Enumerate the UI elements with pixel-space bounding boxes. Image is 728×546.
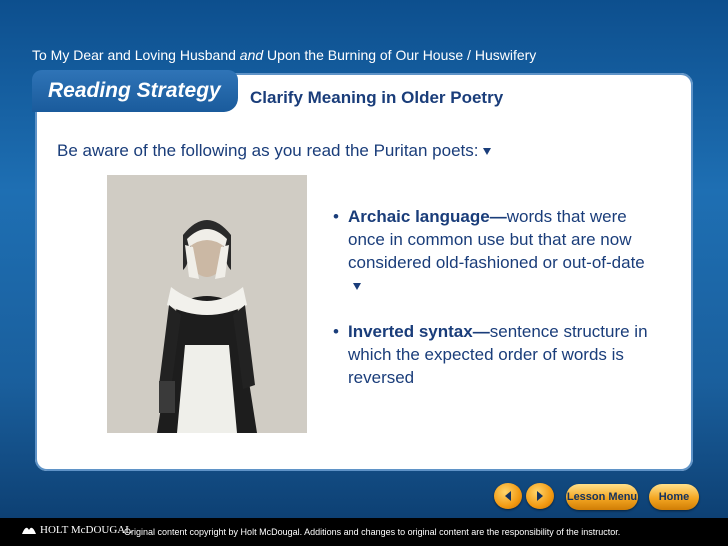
bullet-text: words that were once in common use but that are now considered old-fashioned or out-of-date (348, 207, 645, 272)
reveal-triangle-icon[interactable] (353, 283, 361, 290)
bullet-text: sentence structure in which the expected order of words is reversed (348, 322, 648, 387)
slide-header-title (32, 47, 536, 63)
reveal-triangle-icon[interactable] (483, 148, 491, 155)
bullet-archaic-language (333, 205, 653, 297)
header-title-part2: Upon the Burning of Our House / Huswifery (263, 47, 537, 63)
lesson-menu-button[interactable]: Lesson Menu (566, 484, 638, 510)
right-arrow-icon (534, 490, 546, 502)
bullet-inverted-syntax (333, 320, 653, 389)
logo-text: HOLT McDOUGAL (40, 524, 132, 536)
next-slide-button[interactable] (526, 483, 554, 509)
page-subtitle: Clarify Meaning in Older Poetry (250, 88, 504, 107)
previous-slide-button[interactable] (494, 483, 522, 509)
home-button[interactable]: Home (649, 484, 699, 510)
bullet-term: Archaic language— (348, 207, 507, 226)
header-title-italic: and (239, 47, 264, 63)
portrait-image (107, 175, 307, 433)
reading-strategy-tab (32, 70, 238, 112)
header-title-part1: To My Dear and Loving Husband (32, 47, 240, 63)
left-arrow-icon (502, 490, 514, 502)
copyright-text: Original content copyright by Holt McDougal. Additions and changes to original content are the responsibility of the instructor. (124, 527, 621, 537)
puritan-woman-photo (107, 175, 307, 433)
holt-mcdougal-logo (22, 524, 132, 536)
bullet-list (333, 205, 653, 389)
intro-text (57, 141, 491, 161)
reading-strategy-label: Reading Strategy (48, 79, 221, 102)
logo-mark-icon (22, 524, 36, 536)
intro-label: Be aware of the following as you read the Puritan poets: (57, 141, 479, 160)
bullet-term: Inverted syntax— (348, 322, 490, 341)
